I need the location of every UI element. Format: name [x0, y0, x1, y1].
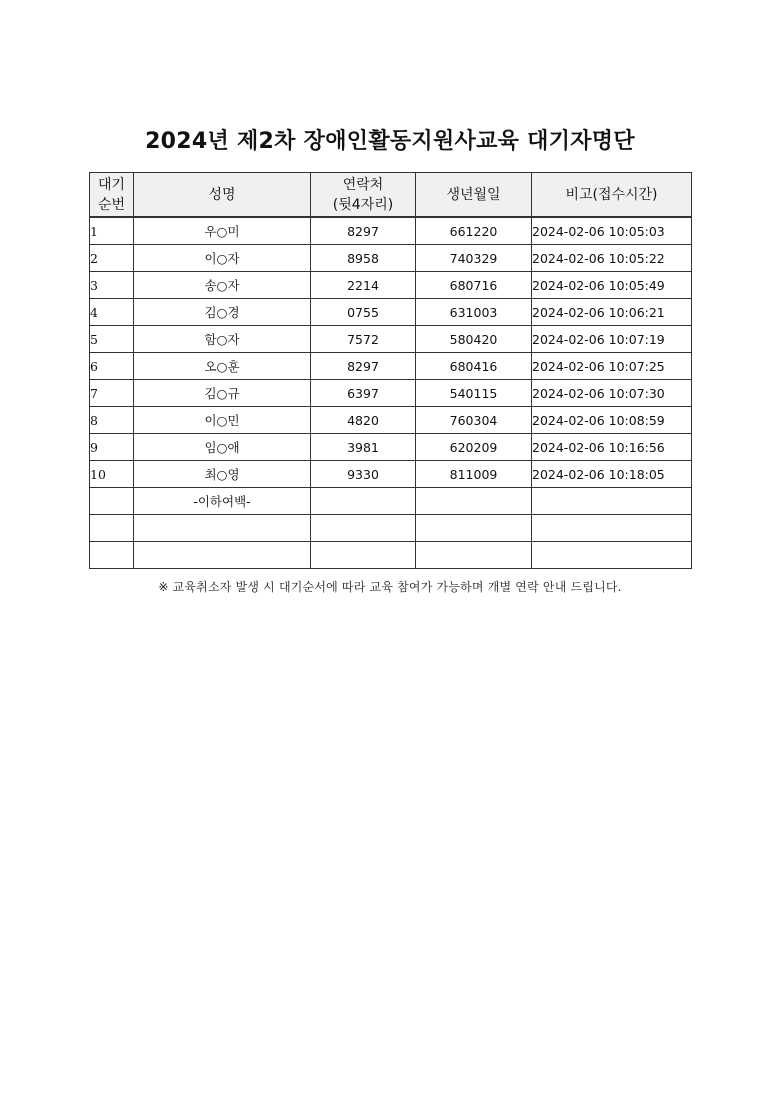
row-number: 4	[90, 299, 134, 326]
row-number	[90, 542, 134, 569]
row-note	[532, 515, 692, 542]
row-note: 2024-02-06 10:05:03	[532, 217, 692, 245]
row-note: 2024-02-06 10:07:25	[532, 353, 692, 380]
row-note: 2024-02-06 10:18:05	[532, 461, 692, 488]
row-name	[134, 515, 311, 542]
row-phone: 2214	[311, 272, 416, 299]
table-header-row	[90, 173, 692, 218]
row-number: 1	[90, 217, 134, 245]
row-birthdate: 680716	[416, 272, 532, 299]
row-phone: 3981	[311, 434, 416, 461]
row-name	[134, 542, 311, 569]
table-row	[90, 407, 692, 434]
row-name: 최○영	[134, 461, 311, 488]
table-row	[90, 217, 692, 245]
row-birthdate	[416, 542, 532, 569]
row-birthdate: 760304	[416, 407, 532, 434]
table-row	[90, 515, 692, 542]
footnote: ※ 교육취소자 발생 시 대기순서에 따라 교육 참여가 가능하며 개별 연락 안내 드립니다.	[158, 580, 622, 594]
row-number: 3	[90, 272, 134, 299]
row-birthdate: 540115	[416, 380, 532, 407]
row-name: 이○자	[134, 245, 311, 272]
row-birthdate: 680416	[416, 353, 532, 380]
row-number	[90, 488, 134, 515]
row-phone	[311, 542, 416, 569]
row-name: 김○경	[134, 299, 311, 326]
row-name: -이하여백-	[134, 488, 311, 515]
header-birthdate	[416, 173, 532, 218]
row-number: 8	[90, 407, 134, 434]
table-row	[90, 434, 692, 461]
row-name: 함○자	[134, 326, 311, 353]
table-row	[90, 299, 692, 326]
row-phone: 8297	[311, 353, 416, 380]
table-row	[90, 380, 692, 407]
waitlist-table	[89, 172, 692, 569]
header-wait-number-line2: 순번	[97, 196, 126, 213]
header-wait-number-line1: 대기	[97, 176, 126, 193]
row-phone	[311, 488, 416, 515]
row-number: 7	[90, 380, 134, 407]
row-phone	[311, 515, 416, 542]
header-phone	[311, 173, 416, 218]
row-note: 2024-02-06 10:07:19	[532, 326, 692, 353]
header-note-label: 비고(접수시간)	[565, 186, 658, 203]
row-note: 2024-02-06 10:07:30	[532, 380, 692, 407]
row-name: 우○미	[134, 217, 311, 245]
row-number: 10	[90, 461, 134, 488]
row-birthdate	[416, 488, 532, 515]
row-note	[532, 488, 692, 515]
table-row	[90, 488, 692, 515]
table-row	[90, 326, 692, 353]
row-birthdate: 620209	[416, 434, 532, 461]
row-phone: 6397	[311, 380, 416, 407]
header-phone-line2: (뒷4자리)	[332, 196, 394, 213]
table-row	[90, 461, 692, 488]
row-phone: 0755	[311, 299, 416, 326]
row-phone: 8297	[311, 217, 416, 245]
row-note: 2024-02-06 10:08:59	[532, 407, 692, 434]
row-birthdate: 811009	[416, 461, 532, 488]
row-name: 임○애	[134, 434, 311, 461]
header-wait-number	[90, 173, 134, 218]
page-title: 2024년 제2차 장애인활동지원사교육 대기자명단	[145, 129, 635, 154]
row-name: 이○민	[134, 407, 311, 434]
row-birthdate: 740329	[416, 245, 532, 272]
row-number: 2	[90, 245, 134, 272]
row-note: 2024-02-06 10:16:56	[532, 434, 692, 461]
header-birthdate-label: 생년월일	[446, 186, 501, 203]
row-note	[532, 542, 692, 569]
table-row	[90, 542, 692, 569]
row-phone: 8958	[311, 245, 416, 272]
header-note	[532, 173, 692, 218]
row-number: 6	[90, 353, 134, 380]
row-phone: 9330	[311, 461, 416, 488]
header-name	[134, 173, 311, 218]
row-birthdate: 631003	[416, 299, 532, 326]
table-row	[90, 272, 692, 299]
header-name-label: 성명	[208, 186, 236, 203]
row-name: 김○규	[134, 380, 311, 407]
table-row	[90, 245, 692, 272]
row-note: 2024-02-06 10:05:49	[532, 272, 692, 299]
row-name: 오○훈	[134, 353, 311, 380]
row-number: 5	[90, 326, 134, 353]
row-phone: 4820	[311, 407, 416, 434]
row-number: 9	[90, 434, 134, 461]
row-birthdate: 580420	[416, 326, 532, 353]
table-row	[90, 353, 692, 380]
row-name: 송○자	[134, 272, 311, 299]
header-phone-line1: 연락처	[342, 176, 384, 193]
row-number	[90, 515, 134, 542]
row-note: 2024-02-06 10:06:21	[532, 299, 692, 326]
row-phone: 7572	[311, 326, 416, 353]
table-body	[90, 217, 692, 569]
row-birthdate: 661220	[416, 217, 532, 245]
row-note: 2024-02-06 10:05:22	[532, 245, 692, 272]
row-birthdate	[416, 515, 532, 542]
